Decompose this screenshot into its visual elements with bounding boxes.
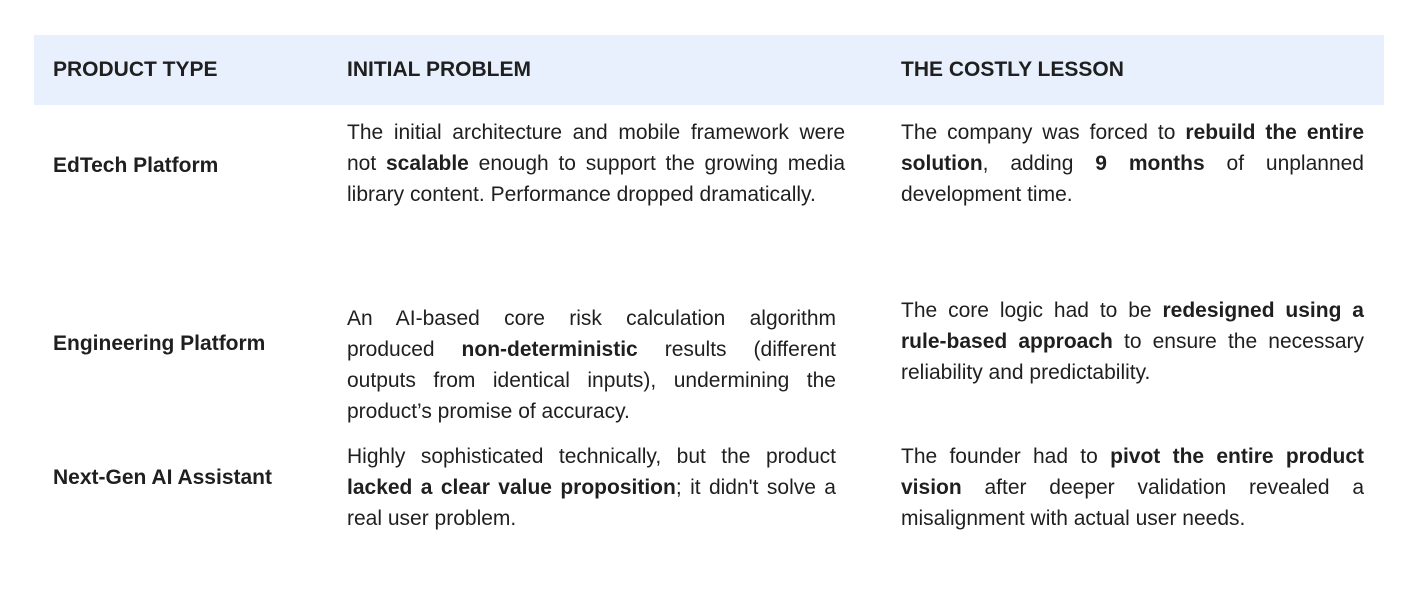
table-row xyxy=(34,285,1384,450)
header-initial-problem: INITIAL PROBLEM xyxy=(347,58,531,81)
table-header xyxy=(34,35,1384,105)
comparison-table xyxy=(34,35,1384,615)
product-type-cell: Engineering Platform xyxy=(53,332,266,355)
header-product-type: PRODUCT TYPE xyxy=(53,58,218,81)
initial-problem-cell: An AI-based core risk calculation algorithm produced non-deterministic results (different outputs from identical inputs), undermining the product’s promise of accuracy. xyxy=(347,307,837,423)
costly-lesson-cell: The core logic had to be redesigned using a rule-based approach to ensure the necessary reliability and predictability. xyxy=(901,299,1364,384)
table-row xyxy=(34,445,1384,615)
table-row xyxy=(34,105,1384,285)
initial-problem-cell: The initial architecture and mobile framework were not scalable enough to support the growing media library content. Performance dropped dramatically. xyxy=(347,121,846,206)
product-type-cell: Next-Gen AI Assistant xyxy=(53,466,272,489)
product-type-cell: EdTech Platform xyxy=(53,154,219,177)
header-costly-lesson: THE COSTLY LESSON xyxy=(901,58,1124,81)
costly-lesson-cell: The company was forced to rebuild the entire solution, adding 9 months of unplanned development time. xyxy=(901,121,1365,206)
initial-problem-cell: Highly sophisticated technically, but the product lacked a clear value proposition; it didn't solve a real user problem. xyxy=(347,445,836,530)
costly-lesson-cell: The founder had to pivot the entire product vision after deeper validation revealed a misalignment with actual user needs. xyxy=(901,445,1364,530)
